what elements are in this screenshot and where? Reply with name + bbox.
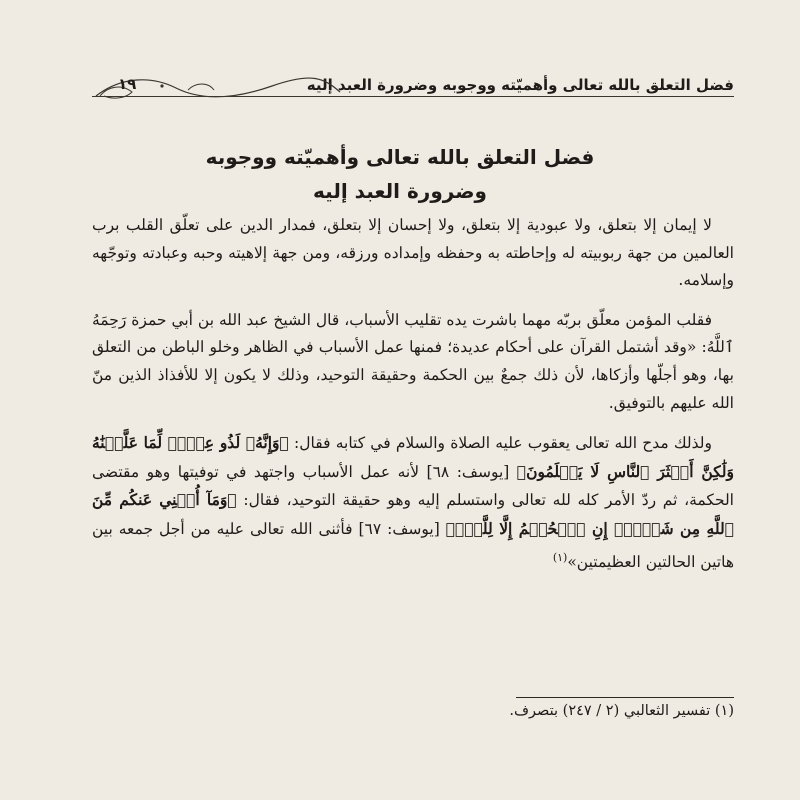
quran-verse-1: ﴿وَإِنَّهُۥ لَذُو عِلۡمٖ لِّمَا عَلَّمۡنَٰهُ وَلَٰكِنَّ أَكۡثَرَ ٱلنَّاسِ لَا يَعۡلَمُونَ﴾ xyxy=(92,433,734,481)
running-title: فضل التعلق بالله تعالى وأهميّته ووجوبه وضرورة العبد إليه xyxy=(306,76,734,94)
page-number: ١٩ xyxy=(118,75,137,93)
header-rule xyxy=(92,96,734,97)
footnote: (١) تفسير الثعالبي (٢ / ٢٤٧) بتصرف. xyxy=(509,703,734,719)
paragraph-3-end: فأثنى الله تعالى عليه من أجل جمعه بين هاتين الحالتين العظيمتين» xyxy=(92,519,734,571)
paragraph-3-intro: ولذلك مدح الله تعالى يعقوب عليه الصلاة والسلام في كتابه فقال: xyxy=(294,434,712,453)
footnote-rule xyxy=(516,697,734,698)
chapter-title-line-1: فضل التعلق بالله تعالى وأهميّته ووجوبه xyxy=(205,145,595,169)
running-header xyxy=(92,62,734,102)
paragraph-3-middle: لأنه عمل الأسباب واجتهد في توفيتها وهو مقتضى الحكمة، ثم ردّ الأمر كله لله تعالى واستسلم إليه وهو حقيقة التوحيد، فقال: xyxy=(92,462,734,510)
verse-2-reference: [يوسف: ٦٧] xyxy=(358,519,440,538)
paragraph-1: لا إيمان إلا بتعلق، ولا عبودية إلا بتعلق، ولا إحسان إلا بتعلق، فمدار الدين على تعلّق القلب برب العالمين من جهة ربوبيته له وإحاطته به وحفظه وإمداده ورزقه، ومن جهة إلاهيته وحبه وعبادته وتوجّهه وإسلامه. xyxy=(92,216,734,290)
paragraph-3 xyxy=(92,429,734,576)
footnote-marker: (١) xyxy=(552,550,568,564)
body-text xyxy=(92,212,734,588)
paragraph-2: فقلب المؤمن معلّق بربّه مهما باشرت يده تقليب الأسباب، قال الشيخ عبد الله بن أبي حمزة رَحِمَهُ ٱللَّهُ: «وقد أشتمل القرآن على أحكام عديدة؛ فمنها عمل الأسباب في الظاهر وخلو الباطن من التعلق بها، وهو أجلّها وأزكاها، لأن ذلك جمعٌ بين الحكمة وحقيقة التوحيد، وذلك لا يكون إلا للأفذاذ الذين منّ الله عليهم بالتوفيق. xyxy=(92,310,734,412)
chapter-title-line-2: وضرورة العبد إليه xyxy=(313,179,487,203)
quran-verse-2: ﴿وَمَآ أُغۡنِي عَنكُم مِّنَ ٱللَّهِ مِن شَيۡءٍۖ إِنِ ٱلۡحُكۡمُ إِلَّا لِلَّهِۖ﴾ xyxy=(92,490,734,538)
chapter-title xyxy=(0,140,800,208)
verse-1-reference: [يوسف: ٦٨] xyxy=(426,462,510,481)
